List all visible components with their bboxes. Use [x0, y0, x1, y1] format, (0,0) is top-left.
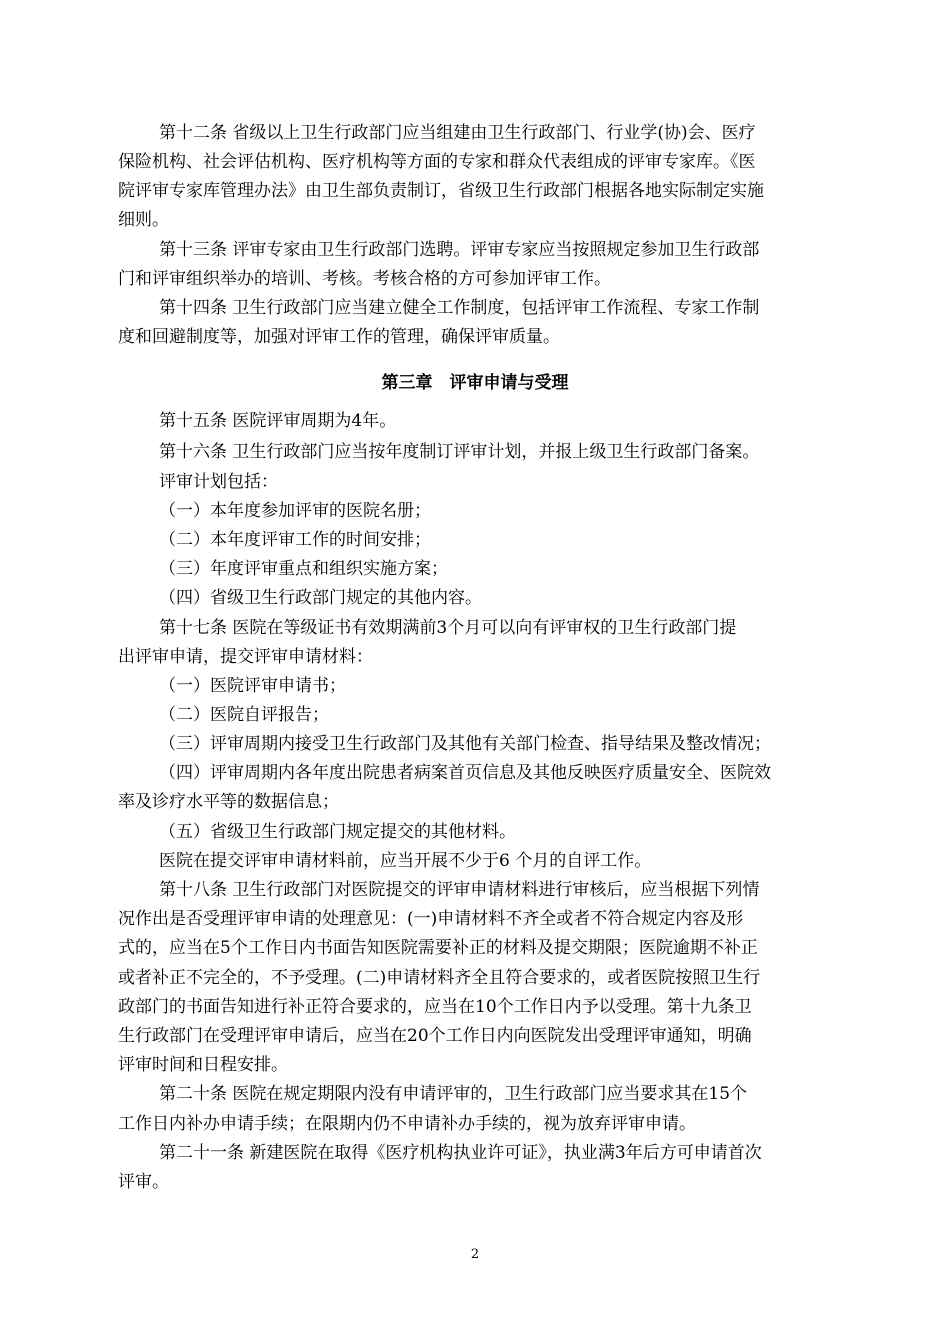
paragraph-line: 第十六条 卫生行政部门应当按年度制订评审计划，并报上级卫生行政部门备案。 — [159, 442, 760, 462]
paragraph-line: 第十五条 医院评审周期为4年。 — [159, 411, 397, 431]
paragraph-line: 式的，应当在5个工作日内书面告知医院需要补正的材料及提交期限；医院逾期不补正 — [118, 938, 758, 958]
paragraph-line: 门和评审组织举办的培训、考核。考核合格的方可参加评审工作。 — [118, 269, 611, 289]
paragraph-line: 第十八条 卫生行政部门对医院提交的评审申请材料进行审核后，应当根据下列情 — [159, 880, 760, 900]
list-item: （一）本年度参加评审的医院名册； — [159, 501, 431, 521]
paragraph-line: 率及诊疗水平等的数据信息； — [118, 792, 339, 812]
paragraph-line: 或者补正不完全的，不予受理。(二)申请材料齐全且符合要求的，或者医院按照卫生行 — [118, 968, 761, 988]
paragraph-line: 工作日内补办申请手续；在限期内仍不申请补办手续的，视为放弃评审申请。 — [118, 1114, 696, 1134]
list-item: （三）评审周期内接受卫生行政部门及其他有关部门检查、指导结果及整改情况； — [159, 734, 771, 754]
list-item: （四）省级卫生行政部门规定的其他内容。 — [159, 588, 482, 608]
paragraph-line: 政部门的书面告知进行补正符合要求的，应当在10个工作日内予以受理。第十九条卫 — [118, 997, 752, 1017]
list-item: （一）医院评审申请书； — [159, 676, 346, 696]
paragraph-line: 况作出是否受理评审申请的处理意见：(一)申请材料不齐全或者不符合规定内容及形 — [118, 909, 744, 929]
paragraph-line: 第十二条 省级以上卫生行政部门应当组建由卫生行政部门、行业学(协)会、医疗 — [159, 123, 756, 143]
paragraph-line: 细则。 — [118, 210, 169, 230]
paragraph-line: 保险机构、社会评估机构、医疗机构等方面的专家和群众代表组成的评审专家库。《医 — [118, 152, 756, 172]
paragraph-line: 第二十一条 新建医院在取得《医疗机构执业许可证》，执业满3年后方可申请首次 — [159, 1143, 762, 1163]
paragraph-line: 评审计划包括： — [159, 472, 278, 492]
paragraph-line: 度和回避制度等，加强对评审工作的管理，确保评审质量。 — [118, 327, 560, 347]
paragraph-line: 评审。 — [118, 1172, 169, 1192]
list-item: （三）年度评审重点和组织实施方案； — [159, 559, 448, 579]
paragraph-line: 院评审专家库管理办法》由卫生部负责制订，省级卫生行政部门根据各地实际制定实施 — [118, 181, 764, 201]
list-item: （二）医院自评报告； — [159, 705, 329, 725]
paragraph-line: 医院在提交评审申请材料前，应当开展不少于6 个月的自评工作。 — [159, 851, 652, 871]
page-number: 2 — [470, 1247, 480, 1262]
list-item: （二）本年度评审工作的时间安排； — [159, 530, 431, 550]
list-item: （五）省级卫生行政部门规定提交的其他材料。 — [159, 822, 516, 842]
paragraph-line: 第十三条 评审专家由卫生行政部门选聘。评审专家应当按照规定参加卫生行政部 — [159, 240, 760, 260]
paragraph-line: 生行政部门在受理评审申请后，应当在20个工作日内向医院发出受理评审通知，明确 — [118, 1026, 752, 1046]
paragraph-line: 第十四条 卫生行政部门应当建立健全工作制度，包括评审工作流程、专家工作制 — [159, 298, 760, 318]
paragraph-line: 出评审申请，提交评审申请材料： — [118, 647, 373, 667]
paragraph-line: 评审时间和日程安排。 — [118, 1055, 288, 1075]
paragraph-line: 第十七条 医院在等级证书有效期满前3个月可以向有评审权的卫生行政部门提 — [159, 618, 737, 638]
chapter-heading: 第三章 评审申请与受理 — [381, 373, 569, 393]
paragraph-line: 第二十条 医院在规定期限内没有申请评审的，卫生行政部门应当要求其在15个 — [159, 1084, 748, 1104]
list-item: （四）评审周期内各年度出院患者病案首页信息及其他反映医疗质量安全、医院效 — [159, 763, 771, 783]
